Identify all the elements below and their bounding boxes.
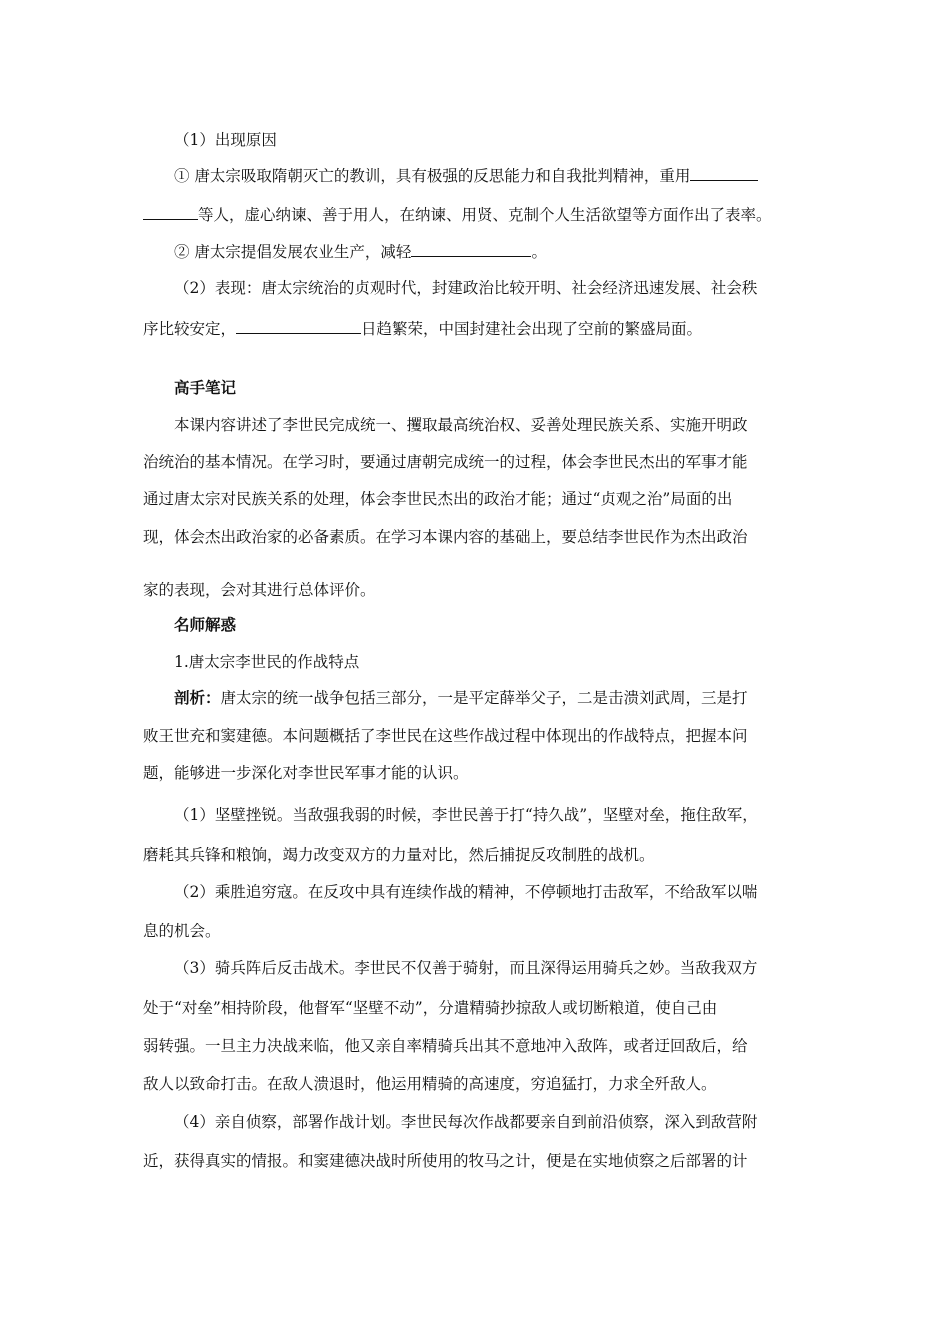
point3-line1: （3）骑兵阵后反击战术。李世民不仅善于骑射，而且深得运用骑兵之妙。当敌我双方 [174,959,758,977]
analysis-line2: 败王世充和窦建德。本问题概括了李世民在这些作战过程中体现出的作战特点，把握本问 [143,727,748,745]
notes-line: 本课内容讲述了李世民完成统一、攫取最高统治权、妥善处理民族关系、实施开明政 [174,416,748,434]
point1-line1: （1）坚壁挫锐。当敌强我弱的时候，李世民善于打“持久战”，坚壁对垒，拖住敌军， [174,806,758,824]
notes-heading: 高手笔记 [174,379,237,397]
question-title: 1.唐太宗李世民的作战特点 [174,653,360,671]
notes-line: 通过唐太宗对民族关系的处理，体会李世民杰出的政治才能；通过“贞观之治”局面的出 [143,490,733,508]
cause2-text-b: 。 [531,243,547,261]
notes-line: 家的表现，会对其进行总体评价。 [143,581,376,599]
point1-line2: 磨耗其兵锋和粮饷，竭力改变双方的力量对比，然后捕捉反攻制胜的战机。 [143,846,655,864]
point3-line4: 敌人以致命打击。在敌人溃退时，他运用精骑的高速度，穷追猛打，力求全歼敌人。 [143,1075,717,1093]
analysis-text: 唐太宗的统一战争包括三部分，一是平定薛举父子，二是击溃刘武周，三是打 [220,689,748,707]
fill-blank[interactable] [411,241,531,257]
cause2-text-a: ② 唐太宗提倡发展农业生产，减轻 [174,243,412,261]
fill-blank[interactable] [236,318,361,334]
cause1-line2 [143,204,772,225]
cause1-text-a: ① 唐太宗吸取隋朝灭亡的教训，具有极强的反思能力和自我批判精神，重用 [174,167,691,185]
cause1-text-b: 等人，虚心纳谏、善于用人，在纳谏、用贤、克制个人生活欲望等方面作出了表率。 [198,206,772,224]
point3-line2: 处于“对垒”相持阶段，他督军“坚壁不动”，分遣精骑抄掠敌人或切断粮道，使自己由 [143,999,718,1017]
performance-text-b1: 序比较安定， [143,320,237,338]
performance-text-b2: 日趋繁荣，中国封建社会出现了空前的繁盛局面。 [361,320,703,338]
analysis-line1 [174,688,748,708]
analysis-line3: 题，能够进一步深化对李世民军事才能的认识。 [143,764,469,782]
analysis-label: 剖析： [174,689,221,707]
fill-blank[interactable] [690,165,758,181]
notes-line: 治统治的基本情况。在学习时，要通过唐朝完成统一的过程，体会李世民杰出的军事才能 [143,453,748,471]
notes-line: 现，体会杰出政治家的必备素质。在学习本课内容的基础上，要总结李世民作为杰出政治 [143,528,748,546]
performance-line1: （2）表现：唐太宗统治的贞观时代，封建政治比较开明、社会经济迅速发展、社会秩 [174,279,758,297]
teacher-heading: 名师解惑 [174,616,237,634]
point2-line1: （2）乘胜追穷寇。在反攻中具有连续作战的精神，不停顿地打击敌军，不给敌军以喘 [174,883,758,901]
cause1-line1 [174,165,758,186]
point3-line3: 弱转强。一旦主力决战来临，他又亲自率精骑兵出其不意地冲入敌阵，或者迂回敌后，给 [143,1037,748,1055]
point4-line1: （4）亲自侦察，部署作战计划。李世民每次作战都要亲自到前沿侦察，深入到敌营附 [174,1113,758,1131]
performance-line2 [143,318,702,339]
cause2-line [174,241,547,262]
cause-heading: （1）出现原因 [174,131,277,149]
point2-line2: 息的机会。 [143,922,221,940]
point4-line2: 近，获得真实的情报。和窦建德决战时所使用的牧马之计，便是在实地侦察之后部署的计 [143,1152,748,1170]
fill-blank[interactable] [143,204,198,220]
